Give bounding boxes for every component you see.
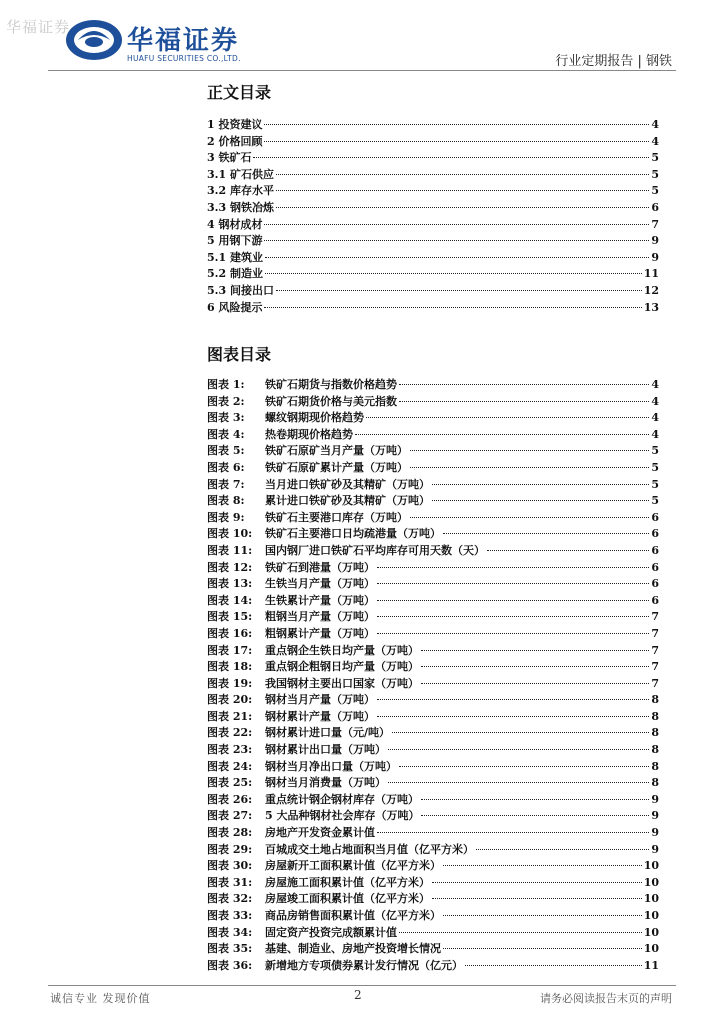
figure-number: 图表 14: <box>207 593 253 607</box>
figure-label: 钢材当月消费量（万吨） <box>265 776 386 790</box>
figure-entry[interactable] <box>207 409 659 426</box>
dot-leader <box>465 965 642 966</box>
page-ref: 9 <box>651 809 659 823</box>
dot-leader <box>265 257 649 258</box>
figure-entry[interactable] <box>207 476 659 493</box>
dot-leader <box>377 832 649 833</box>
dot-leader <box>253 157 649 158</box>
dot-leader <box>377 616 649 617</box>
page-ref: 10 <box>643 942 659 956</box>
page-ref: 5 <box>651 444 659 458</box>
toc-label: 5.1 建筑业 <box>207 250 263 264</box>
dot-leader <box>264 124 649 125</box>
figure-label: 生铁累计产量（万吨） <box>265 593 375 607</box>
dot-leader <box>377 600 649 601</box>
figure-label: 生铁当月产量（万吨） <box>265 577 375 591</box>
figure-label: 钢材当月净出口量（万吨） <box>265 759 397 773</box>
figure-number: 图表 24: <box>207 759 253 773</box>
dot-leader <box>421 815 649 816</box>
figure-label: 房屋新开工面积累计值（亿平方米） <box>265 859 441 873</box>
dot-leader <box>276 207 649 208</box>
page-ref: 6 <box>651 560 659 574</box>
figure-number: 图表 9: <box>207 510 245 524</box>
page-ref: 5 <box>651 167 659 181</box>
figure-entry[interactable] <box>207 625 659 642</box>
figure-number: 图表 17: <box>207 643 253 657</box>
dot-leader <box>366 417 649 418</box>
toc-entry[interactable] <box>207 149 659 166</box>
figure-entry[interactable] <box>207 907 659 924</box>
brand-name: 华福证券 <box>127 26 240 56</box>
figure-entry[interactable] <box>207 890 659 907</box>
figure-entry[interactable] <box>207 608 659 625</box>
figure-entry[interactable] <box>207 724 659 741</box>
toc-label: 6 风险提示 <box>207 300 263 314</box>
figure-number: 图表 26: <box>207 792 253 806</box>
toc-title: 正文目录 <box>207 83 272 102</box>
figure-label: 铁矿石期货价格与美元指数 <box>265 394 397 408</box>
figure-label: 钢材累计进口量（元/吨） <box>265 726 391 740</box>
figure-number: 图表 25: <box>207 776 253 790</box>
figure-number: 图表 23: <box>207 743 253 757</box>
figure-label: 固定资产投资完成额累计值 <box>265 925 397 939</box>
dot-leader <box>276 190 649 191</box>
page-ref: 4 <box>651 411 659 425</box>
page-ref: 4 <box>651 427 659 441</box>
figure-entry[interactable] <box>207 393 659 410</box>
dot-leader <box>432 484 649 485</box>
page-ref: 5 <box>651 460 659 474</box>
figure-number: 图表 2: <box>207 394 245 408</box>
figure-label: 热卷期现价格趋势 <box>265 427 353 441</box>
page-ref: 7 <box>651 660 659 674</box>
page-ref: 4 <box>651 378 659 391</box>
page-number: 2 <box>354 988 362 1002</box>
dot-leader <box>421 683 649 684</box>
figure-label: 粗钢累计产量（万吨） <box>265 626 375 640</box>
toc-label: 3.2 库存水平 <box>207 184 274 198</box>
dot-leader <box>377 716 649 717</box>
figure-entry[interactable] <box>207 459 659 476</box>
figure-number: 图表 28: <box>207 826 253 840</box>
page-ref: 5 <box>651 151 659 165</box>
figure-number: 图表 1: <box>207 378 245 391</box>
page-ref: 10 <box>643 875 659 889</box>
figure-number: 图表 21: <box>207 709 253 723</box>
page-ref: 6 <box>651 200 659 214</box>
dot-leader <box>399 932 642 933</box>
dot-leader <box>377 633 649 634</box>
figure-entry[interactable] <box>207 376 659 393</box>
dot-leader <box>432 898 642 899</box>
figure-number: 图表 36: <box>207 958 253 972</box>
figure-label: 当月进口铁矿砂及其精矿（万吨） <box>265 477 430 491</box>
toc-label: 3.1 矿石供应 <box>207 167 274 181</box>
page-ref: 6 <box>651 510 659 524</box>
figure-entry[interactable] <box>207 708 659 725</box>
figure-entry[interactable] <box>207 525 659 542</box>
figure-number: 图表 16: <box>207 626 253 640</box>
page-ref: 8 <box>651 743 659 757</box>
figure-number: 图表 30: <box>207 859 253 873</box>
dot-leader <box>421 666 649 667</box>
toc-label: 3.3 钢铁冶炼 <box>207 200 274 214</box>
figure-number: 图表 32: <box>207 892 253 906</box>
page-ref: 4 <box>651 394 659 408</box>
figure-entry[interactable] <box>207 758 659 775</box>
figure-label: 百城成交土地占地面积当月值（亿平方米） <box>265 842 474 856</box>
figure-number: 图表 11: <box>207 543 253 557</box>
dot-leader <box>443 948 642 949</box>
page-ref: 8 <box>651 709 659 723</box>
figure-label: 钢材当月产量（万吨） <box>265 693 375 707</box>
toc-entry[interactable] <box>207 232 659 249</box>
page-ref: 9 <box>651 234 659 248</box>
footer-divider <box>48 985 676 986</box>
page-ref: 5 <box>651 477 659 491</box>
page-ref: 12 <box>643 283 659 297</box>
figure-label: 铁矿石主要港口日均疏港量（万吨） <box>265 527 441 541</box>
figure-number: 图表 34: <box>207 925 253 939</box>
figure-entry[interactable] <box>207 924 659 941</box>
dot-leader <box>443 865 642 866</box>
figure-number: 图表 19: <box>207 676 253 690</box>
dot-leader <box>355 434 649 435</box>
company-logo <box>64 16 274 64</box>
figure-number: 图表 22: <box>207 726 253 740</box>
figure-number: 图表 27: <box>207 809 253 823</box>
dot-leader <box>421 799 649 800</box>
figure-label: 粗钢当月产量（万吨） <box>265 610 375 624</box>
figure-label: 房地产开发资金累计值 <box>265 826 375 840</box>
figure-entry[interactable] <box>207 642 659 659</box>
dot-leader <box>377 583 649 584</box>
page-ref: 5 <box>651 184 659 198</box>
figure-entry[interactable] <box>207 542 659 559</box>
figure-label: 钢材累计出口量（万吨） <box>265 743 386 757</box>
toc-label: 1 投资建议 <box>207 118 263 131</box>
figure-label: 铁矿石到港量（万吨） <box>265 560 375 574</box>
dot-leader <box>399 401 649 402</box>
dot-leader <box>443 915 642 916</box>
figure-entry[interactable] <box>207 957 659 974</box>
figure-label: 基建、制造业、房地产投资增长情况 <box>265 942 441 956</box>
page-ref: 10 <box>643 859 659 873</box>
figure-entry[interactable] <box>207 442 659 459</box>
figure-number: 图表 5: <box>207 444 245 458</box>
dot-leader <box>410 517 649 518</box>
page-ref: 10 <box>643 892 659 906</box>
figure-label: 重点钢企生铁日均产量（万吨） <box>265 643 419 657</box>
figure-label: 房屋竣工面积累计值（亿平方米） <box>265 892 430 906</box>
page-ref: 9 <box>651 842 659 856</box>
figure-list-title: 图表目录 <box>207 345 272 364</box>
dot-leader <box>432 500 649 501</box>
page-ref: 7 <box>651 676 659 690</box>
page-ref: 4 <box>651 134 659 148</box>
page-ref: 9 <box>651 250 659 264</box>
figure-number: 图表 13: <box>207 577 253 591</box>
dot-leader <box>264 141 649 142</box>
page-ref: 10 <box>643 925 659 939</box>
figure-number: 图表 10: <box>207 527 253 541</box>
figure-number: 图表 18: <box>207 660 253 674</box>
logo-emblem-icon <box>64 16 124 64</box>
page-ref: 11 <box>643 958 659 972</box>
toc-entry[interactable] <box>207 166 659 183</box>
dot-leader <box>410 467 649 468</box>
page-ref: 5 <box>651 494 659 508</box>
figure-label: 房屋施工面积累计值（亿平方米） <box>265 875 430 889</box>
figure-number: 图表 35: <box>207 942 253 956</box>
dot-leader <box>388 749 649 750</box>
figure-label: 新增地方专项债券累计发行情况（亿元） <box>265 958 463 972</box>
brand-name-en: HUAFU SECURITIES CO.,LTD. <box>127 54 241 63</box>
figure-entry[interactable] <box>207 791 659 808</box>
dot-leader <box>410 450 649 451</box>
page-ref: 13 <box>643 300 659 314</box>
figure-entry[interactable] <box>207 874 659 891</box>
figure-entry[interactable] <box>207 741 659 758</box>
figure-label: 商品房销售面积累计值（亿平方米） <box>265 909 441 922</box>
figure-number: 图表 3: <box>207 411 245 425</box>
dot-leader <box>377 567 649 568</box>
dot-leader <box>388 782 649 783</box>
figure-entry[interactable] <box>207 426 659 443</box>
dot-leader <box>392 732 649 733</box>
figure-label: 铁矿石原矿累计产量（万吨） <box>265 460 408 474</box>
figure-number: 图表 29: <box>207 842 253 856</box>
figure-entry[interactable] <box>207 559 659 576</box>
page-ref: 7 <box>651 610 659 624</box>
figure-entry[interactable] <box>207 658 659 675</box>
figure-label: 铁矿石原矿当月产量（万吨） <box>265 444 408 458</box>
toc-entry[interactable] <box>207 116 659 133</box>
dot-leader <box>487 550 649 551</box>
figure-label: 我国钢材主要出口国家（万吨） <box>265 676 419 690</box>
figure-entry[interactable] <box>207 509 659 526</box>
figure-label: 重点统计钢企钢材库存（万吨） <box>265 792 419 806</box>
figure-label: 螺纹钢期现价格趋势 <box>265 411 364 425</box>
dot-leader <box>432 882 642 883</box>
report-category: 行业定期报告 | 钢铁 <box>555 54 672 69</box>
toc-entry[interactable] <box>207 133 659 150</box>
page-ref: 6 <box>651 527 659 541</box>
figure-number: 图表 12: <box>207 560 253 574</box>
toc-entry[interactable] <box>207 299 659 316</box>
toc-label: 3 铁矿石 <box>207 151 252 165</box>
toc-entry[interactable] <box>207 249 659 266</box>
toc-entry[interactable] <box>207 216 659 233</box>
toc-list <box>207 116 659 315</box>
page-ref: 9 <box>651 792 659 806</box>
dot-leader <box>276 290 642 291</box>
watermark: 华福证券 <box>6 18 71 36</box>
dot-leader <box>264 224 649 225</box>
page-ref: 8 <box>651 726 659 740</box>
toc-entry[interactable] <box>207 182 659 199</box>
page-ref: 11 <box>643 267 659 281</box>
figure-list <box>207 376 659 973</box>
figure-number: 图表 4: <box>207 427 245 441</box>
toc-entry[interactable] <box>207 282 659 299</box>
figure-label: 铁矿石主要港口库存（万吨） <box>265 510 408 524</box>
toc-label: 5.2 制造业 <box>207 267 263 281</box>
page-ref: 7 <box>651 643 659 657</box>
page-ref: 7 <box>651 217 659 231</box>
footer-disclaimer: 请务必阅读报告末页的声明 <box>540 992 672 1005</box>
dot-leader <box>476 849 649 850</box>
figure-label: 重点钢企粗钢日均产量（万吨） <box>265 660 419 674</box>
toc-entry[interactable] <box>207 199 659 216</box>
dot-leader <box>264 307 641 308</box>
toc-label: 2 价格回顾 <box>207 134 263 148</box>
dot-leader <box>377 699 649 700</box>
page-ref: 8 <box>651 759 659 773</box>
toc-entry[interactable] <box>207 265 659 282</box>
figure-number: 图表 20: <box>207 693 253 707</box>
figure-label: 累计进口铁矿砂及其精矿（万吨） <box>265 494 430 508</box>
toc-label: 4 钢材成材 <box>207 217 263 231</box>
figure-entry[interactable] <box>207 575 659 592</box>
toc-label: 5 用钢下游 <box>207 234 263 248</box>
page-ref: 6 <box>651 577 659 591</box>
figure-entry[interactable] <box>207 774 659 791</box>
figure-entry[interactable] <box>207 492 659 509</box>
dot-leader <box>421 650 649 651</box>
page-ref: 10 <box>643 909 659 922</box>
toc-label: 5.3 间接出口 <box>207 283 274 297</box>
page-ref: 8 <box>651 776 659 790</box>
figure-entry[interactable] <box>207 675 659 692</box>
figure-entry[interactable] <box>207 940 659 957</box>
figure-entry[interactable] <box>207 691 659 708</box>
footer-slogan: 诚信专业 发现价值 <box>50 992 151 1005</box>
page-ref: 7 <box>651 626 659 640</box>
figure-number: 图表 31: <box>207 875 253 889</box>
figure-label: 钢材累计产量（万吨） <box>265 709 375 723</box>
figure-number: 图表 7: <box>207 477 245 491</box>
figure-label: 5 大品种钢材社会库存（万吨） <box>265 809 420 823</box>
dot-leader <box>399 766 649 767</box>
page-ref: 6 <box>651 543 659 557</box>
figure-number: 图表 15: <box>207 610 253 624</box>
dot-leader <box>264 240 649 241</box>
figure-entry[interactable] <box>207 857 659 874</box>
page-ref: 8 <box>651 693 659 707</box>
page-ref: 6 <box>651 593 659 607</box>
figure-label: 铁矿石期货与指数价格趋势 <box>265 378 397 391</box>
figure-number: 图表 6: <box>207 460 245 474</box>
dot-leader <box>399 384 649 385</box>
figure-number: 图表 8: <box>207 494 245 508</box>
figure-entry[interactable] <box>207 841 659 858</box>
dot-leader <box>443 533 649 534</box>
header-divider <box>48 70 676 71</box>
figure-number: 图表 33: <box>207 909 253 922</box>
page-ref: 4 <box>651 118 659 131</box>
page-ref: 9 <box>651 826 659 840</box>
figure-label: 国内钢厂进口铁矿石平均库存可用天数（天） <box>265 543 485 557</box>
dot-leader <box>276 174 649 175</box>
figure-entry[interactable] <box>207 807 659 824</box>
figure-entry[interactable] <box>207 824 659 841</box>
figure-entry[interactable] <box>207 592 659 609</box>
dot-leader <box>265 273 642 274</box>
